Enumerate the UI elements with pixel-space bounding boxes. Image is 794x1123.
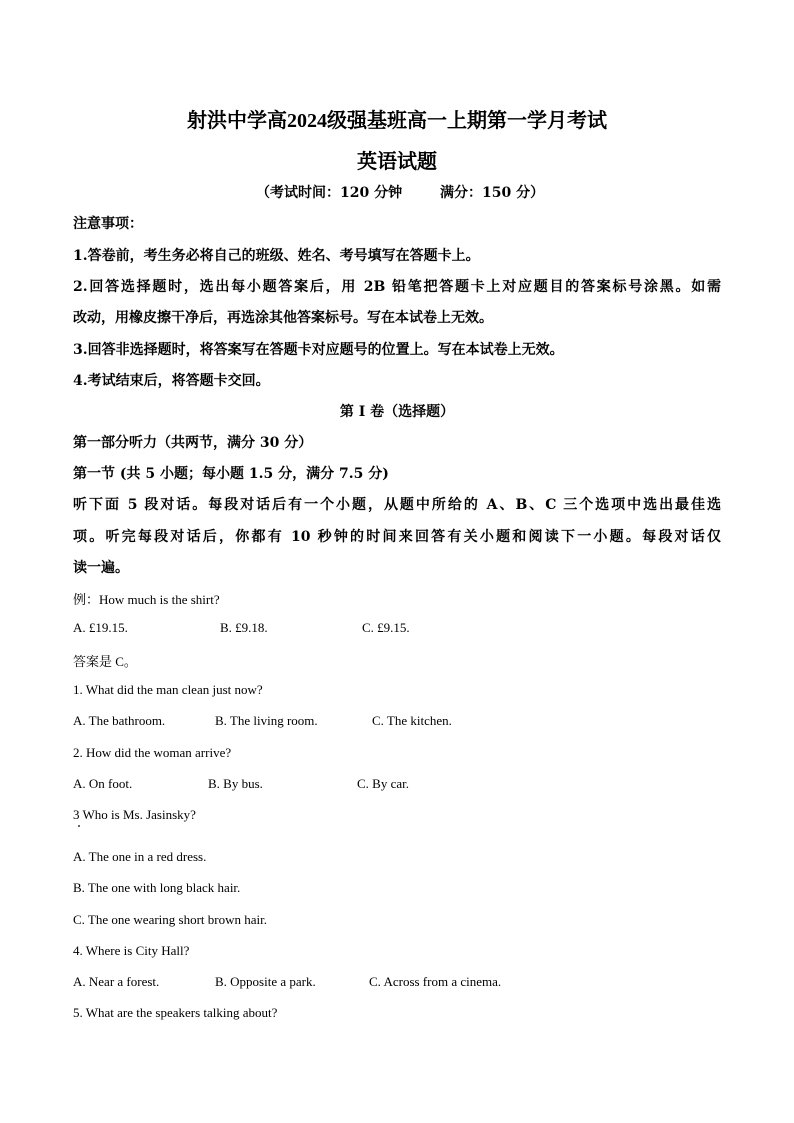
instruction-line: 听下面 5 段对话。每段对话后有一个小题，从题中所给的 A、B、C 三个选项中选出最佳选 [73, 497, 721, 513]
q3-option-b: B. The one with long black hair. [73, 880, 241, 895]
note-item: 3.回答非选择题时，将答案写在答题卡对应题号的位置上。写在本试卷上无效。 [73, 342, 564, 358]
note-item: 2.回答选择题时，选出每小题答案后，用 2B 铅笔把答题卡上对应题目的答案标号涂黑。如需 [73, 279, 721, 295]
exam-score: 满分：150 分） [440, 185, 545, 201]
q3-option-c: C. The one wearing short brown hair. [73, 912, 267, 927]
stray-dot [78, 825, 80, 827]
question-1: 1. What did the man clean just now? [73, 682, 263, 697]
instruction-line: 项。听完每段对话后，你都有 10 秒钟的时间来回答有关小题和阅读下一小题。每段对话仅 [73, 529, 721, 545]
q4-option-b: B. Opposite a park. [215, 974, 316, 989]
part-heading: 第一部分听力（共两节，满分 30 分） [73, 435, 313, 451]
q4-option-c: C. Across from a cinema. [369, 974, 502, 989]
instruction-line: 读一遍。 [73, 560, 129, 576]
exam-time: （考试时间：120 分钟 [256, 185, 403, 201]
question-5: 5. What are the speakers talking about? [73, 1005, 278, 1020]
subsection-heading: 第一节 (共 5 小题；每小题 1.5 分，满分 7.5 分) [73, 466, 389, 482]
example-answer: 答案是 C。 [73, 654, 137, 669]
q2-option-a: A. On foot. [73, 776, 133, 791]
q1-option-a: A. The bathroom. [73, 713, 166, 728]
q2-option-c: C. By car. [357, 776, 409, 791]
exam-title: 射洪中学高2024级强基班高一上期第一学月考试 [187, 110, 607, 132]
question-2: 2. How did the woman arrive? [73, 745, 232, 760]
q1-option-b: B. The living room. [215, 713, 318, 728]
q2-option-b: B. By bus. [208, 776, 263, 791]
q3-option-a: A. The one in a red dress. [73, 849, 207, 864]
note-item: 4.考试结束后，将答题卡交回。 [73, 373, 270, 389]
question-4: 4. Where is City Hall? [73, 943, 190, 958]
q1-option-c: C. The kitchen. [372, 713, 452, 728]
note-item: 改动，用橡皮擦干净后，再选涂其他答案标号。写在本试卷上无效。 [73, 310, 493, 326]
volume-heading: 第 I 卷（选择题） [339, 404, 455, 420]
example-option-a: A. £19.15. [73, 620, 128, 635]
question-3: 3 Who is Ms. Jasinsky? [73, 807, 196, 822]
subject-title: 英语试题 [357, 151, 437, 173]
example-option-b: B. £9.18. [220, 620, 268, 635]
note-item: 1.答卷前，考生务必将自己的班级、姓名、考号填写在答题卡上。 [73, 248, 480, 264]
example-question: 例：How much is the shirt? [73, 592, 220, 607]
notes-heading: 注意事项： [73, 216, 143, 232]
example-option-c: C. £9.15. [362, 620, 410, 635]
q4-option-a: A. Near a forest. [73, 974, 160, 989]
